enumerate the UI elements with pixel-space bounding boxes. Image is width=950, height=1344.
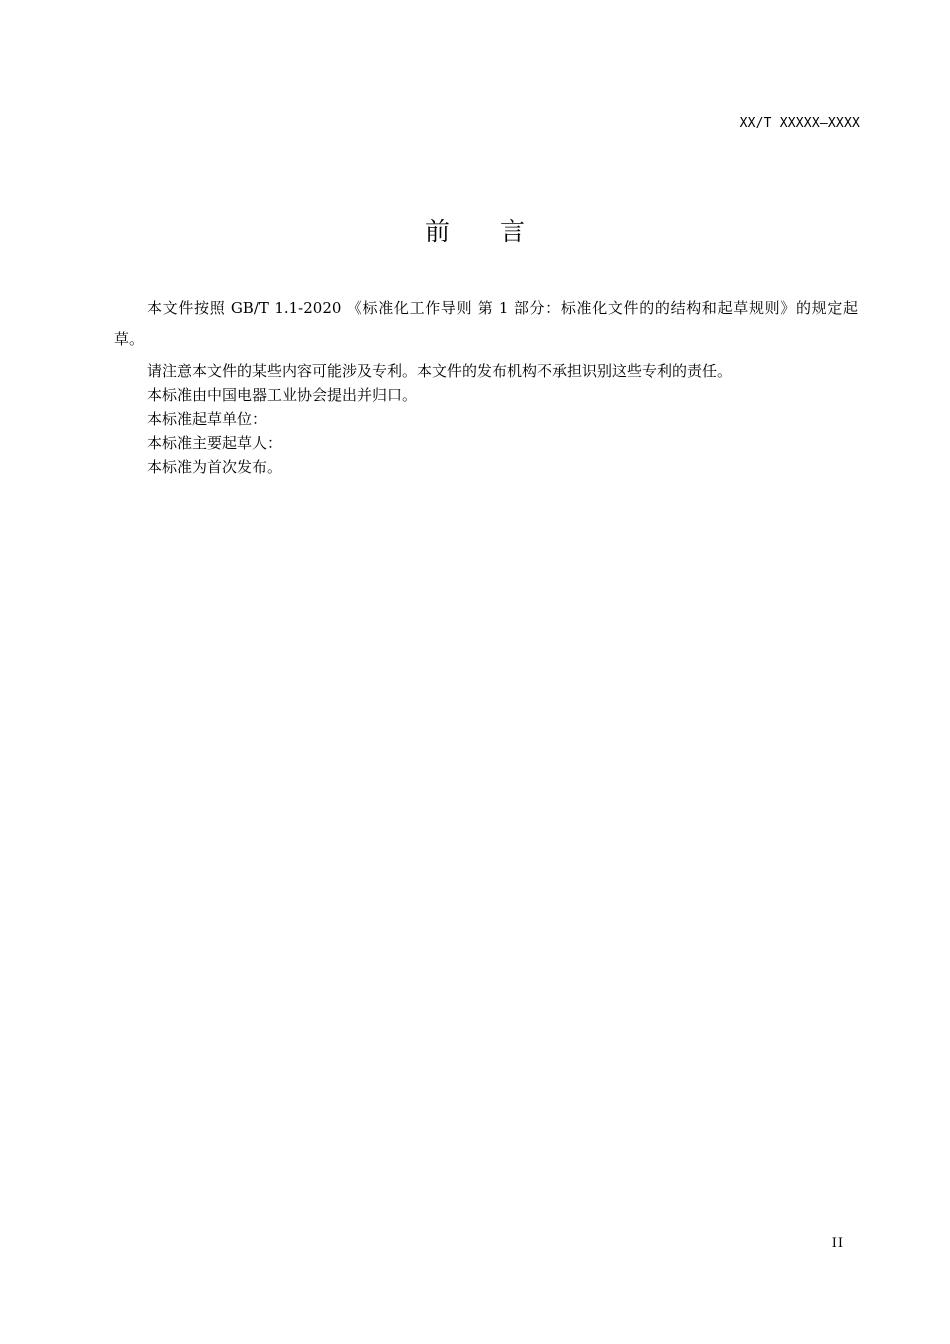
title-char-2: 言: [500, 217, 526, 246]
page-title: [0, 212, 950, 248]
paragraph-patent-notice: 请注意本文件的某些内容可能涉及专利。本文件的发布机构不承担识别这些专利的责任。: [147, 362, 733, 380]
paragraph-first-release: 本标准为首次发布。: [147, 458, 283, 476]
title-char-1: 前: [424, 217, 450, 246]
paragraph-main-drafters: 本标准主要起草人：: [147, 434, 283, 452]
page-number: II: [831, 1236, 844, 1251]
paragraph-drafting-rules: 本文件按照 GB/T 1.1-2020 《标准化工作导则 第 1 部分：标准化文件的的结构和起草规则》的规定起草。: [114, 299, 858, 348]
paragraph-proposer: 本标准由中国电器工业协会提出并归口。: [147, 386, 418, 404]
preface-body: [114, 296, 858, 479]
paragraph-drafting-units: 本标准起草单位：: [147, 410, 268, 428]
document-code: XX/T XXXXX—XXXX: [739, 116, 860, 131]
